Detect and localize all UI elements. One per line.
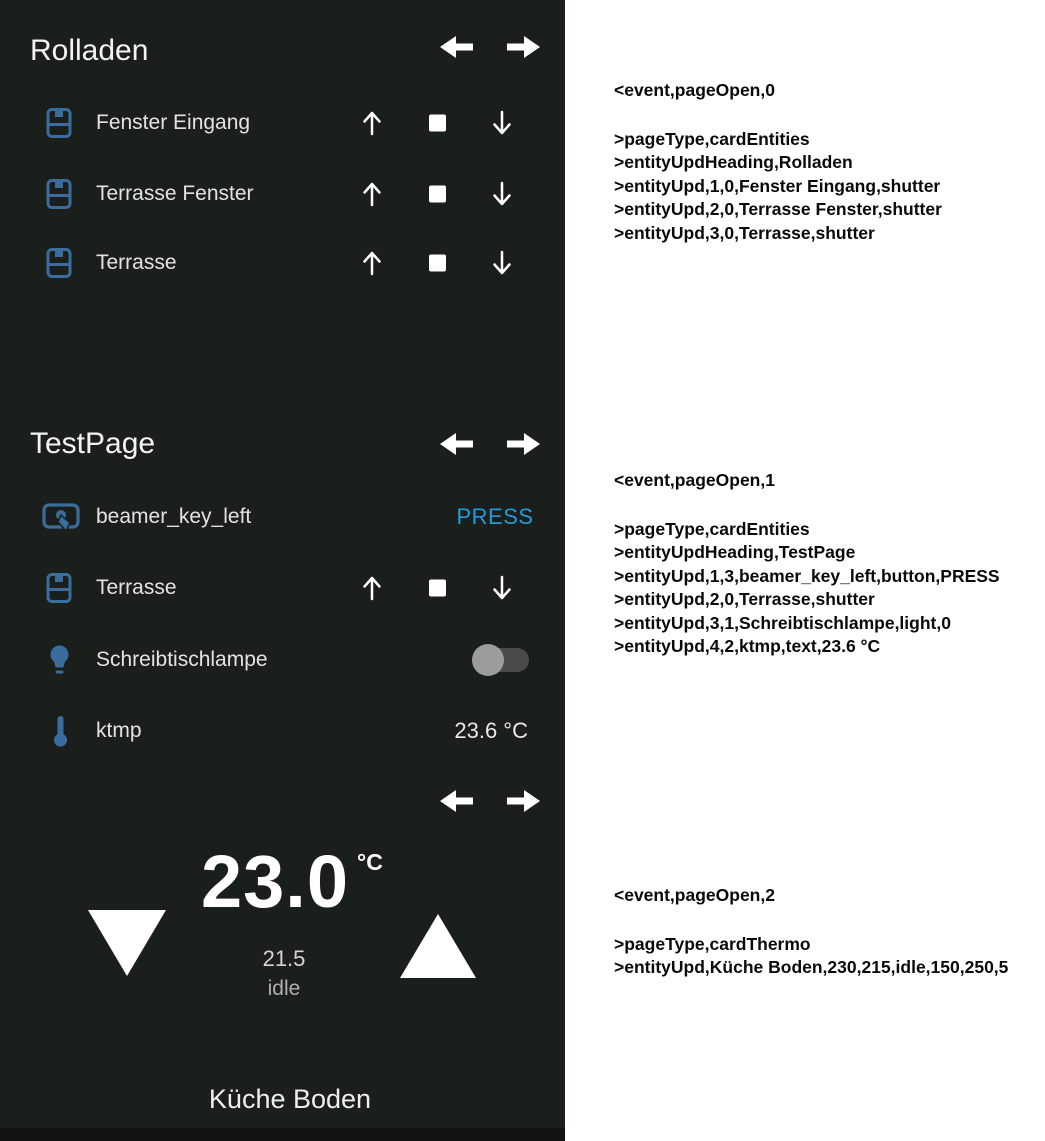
entity-row <box>0 638 565 682</box>
arrow-left-bold-icon <box>440 433 473 455</box>
entity-label: Terrasse <box>96 576 177 599</box>
protocol-line: >pageType,cardThermo <box>614 934 811 954</box>
entity-row <box>0 241 565 285</box>
nav-right-button[interactable] <box>507 790 540 812</box>
shutter-up-button[interactable] <box>352 179 392 209</box>
panel-bottom-strip <box>0 1128 565 1141</box>
nav-left-button[interactable] <box>440 790 473 812</box>
arrow-right-bold-icon <box>507 36 540 58</box>
shutter-stop-button[interactable] <box>417 580 457 597</box>
stop-square-icon <box>429 115 446 132</box>
shutter-icon <box>46 108 72 139</box>
protocol-line: >entityUpd,3,0,Terrasse,shutter <box>614 222 875 243</box>
protocol-event-line: <event,pageOpen,0 <box>614 80 775 100</box>
arrow-right-bold-icon <box>507 790 540 812</box>
light-toggle-switch[interactable] <box>472 644 529 676</box>
entity-label: Schreibtischlampe <box>96 648 268 671</box>
entity-row <box>0 101 565 145</box>
hvac-state: idle <box>267 977 301 1000</box>
nav-right-button[interactable] <box>507 433 540 455</box>
shutter-icon <box>46 573 72 604</box>
protocol-event-line: <event,pageOpen,1 <box>614 470 775 490</box>
arrow-down-icon <box>487 248 517 278</box>
current-temperature: 23.0 <box>200 840 350 923</box>
thermostat-title: Küche Boden <box>208 1084 372 1114</box>
thermometer-icon <box>52 715 69 748</box>
arrow-down-icon <box>487 179 517 209</box>
stop-square-icon <box>429 255 446 272</box>
toggle-knob <box>472 644 504 676</box>
page-title: TestPage <box>30 427 156 460</box>
page-title: Rolladen <box>30 34 149 67</box>
shutter-stop-button[interactable] <box>417 186 457 203</box>
protocol-line: >entityUpd,1,0,Fenster Eingang,shutter <box>614 175 941 196</box>
shutter-stop-button[interactable] <box>417 255 457 272</box>
arrow-down-icon <box>487 573 517 603</box>
nav-left-button[interactable] <box>440 433 473 455</box>
nav-left-button[interactable] <box>440 36 473 58</box>
entity-label: Fenster Eingang <box>96 111 251 134</box>
protocol-line: >entityUpd,2,0,Terrasse,shutter <box>614 589 875 610</box>
arrow-up-icon <box>357 179 387 209</box>
sensor-value: 23.6 °C <box>454 718 528 743</box>
entity-row <box>0 566 565 610</box>
protocol-line: >entityUpd,Küche Boden,230,215,idle,150,250,5 <box>614 957 1009 978</box>
protocol-line: >entityUpdHeading,TestPage <box>614 542 856 563</box>
lightbulb-icon <box>48 645 71 676</box>
shutter-down-button[interactable] <box>482 108 522 138</box>
protocol-line: >entityUpd,3,1,Schreibtischlampe,light,0 <box>614 612 951 633</box>
shutter-up-button[interactable] <box>352 108 392 138</box>
entity-label: Terrasse Fenster <box>96 182 254 205</box>
press-button[interactable]: PRESS <box>456 504 534 529</box>
shutter-icon <box>46 248 72 279</box>
protocol-line: >entityUpd,1,3,beamer_key_left,button,PRESS <box>614 565 1000 586</box>
entity-label: ktmp <box>96 719 142 742</box>
protocol-block-1 <box>614 469 1000 658</box>
target-temperature: 21.5 <box>262 946 306 971</box>
arrow-up-icon <box>357 108 387 138</box>
temperature-unit: °C <box>357 849 383 875</box>
protocol-line: >pageType,cardEntities <box>614 129 810 149</box>
protocol-line: >entityUpd,4,2,ktmp,text,23.6 °C <box>614 636 881 657</box>
stop-square-icon <box>429 580 446 597</box>
temp-decrease-button[interactable] <box>88 910 166 976</box>
arrow-up-icon <box>357 573 387 603</box>
shutter-down-button[interactable] <box>482 573 522 603</box>
shutter-up-button[interactable] <box>352 248 392 278</box>
arrow-down-icon <box>487 108 517 138</box>
protocol-block-2 <box>614 884 1008 980</box>
shutter-down-button[interactable] <box>482 248 522 278</box>
protocol-line: >entityUpdHeading,Rolladen <box>614 152 853 173</box>
entity-row <box>0 495 565 539</box>
entity-label: Terrasse <box>96 251 177 274</box>
protocol-line: >pageType,cardEntities <box>614 519 810 539</box>
protocol-event-line: <event,pageOpen,2 <box>614 885 775 905</box>
stop-square-icon <box>429 186 446 203</box>
temp-increase-button[interactable] <box>400 914 476 978</box>
gesture-tap-icon <box>41 500 81 534</box>
shutter-up-button[interactable] <box>352 573 392 603</box>
arrow-right-bold-icon <box>507 433 540 455</box>
nav-right-button[interactable] <box>507 36 540 58</box>
shutter-stop-button[interactable] <box>417 115 457 132</box>
shutter-icon <box>46 179 72 210</box>
arrow-left-bold-icon <box>440 790 473 812</box>
entity-row <box>0 172 565 216</box>
shutter-down-button[interactable] <box>482 179 522 209</box>
protocol-line: >entityUpd,2,0,Terrasse Fenster,shutter <box>614 199 942 220</box>
protocol-block-0 <box>614 79 942 245</box>
arrow-left-bold-icon <box>440 36 473 58</box>
entity-row <box>0 709 565 753</box>
entity-label: beamer_key_left <box>96 505 252 528</box>
arrow-up-icon <box>357 248 387 278</box>
